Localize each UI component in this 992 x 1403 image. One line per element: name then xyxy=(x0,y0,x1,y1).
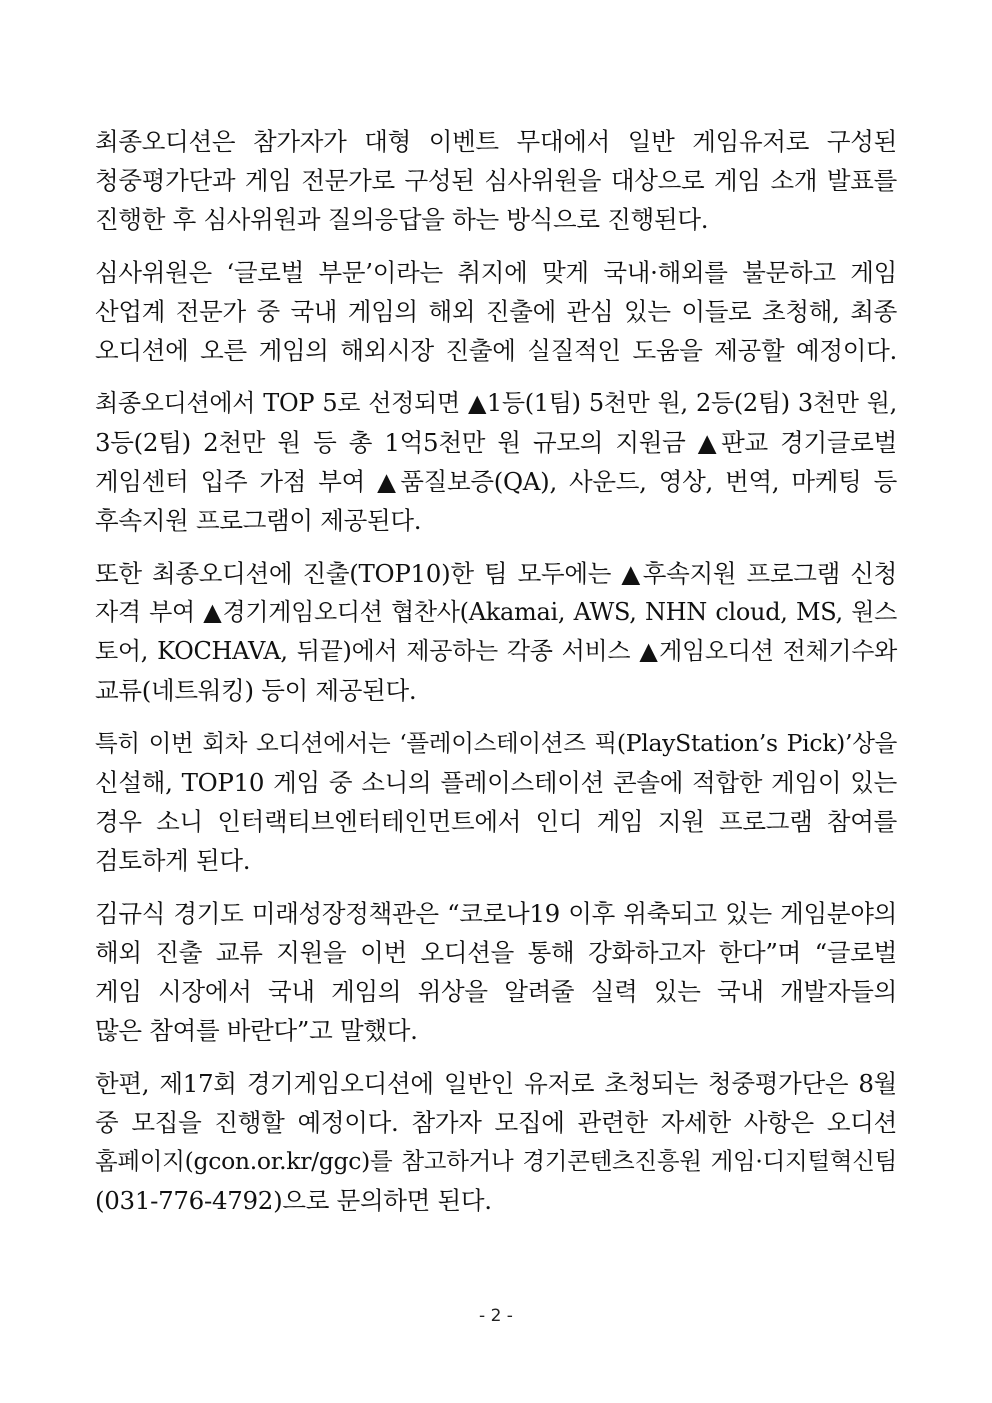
paragraph-official-quote xyxy=(95,894,897,1050)
text-line: 경우 소니 인터랙티브엔터테인먼트에서 인디 게임 지원 프로그램 참여를 xyxy=(95,807,897,836)
paragraph-audience-recruitment xyxy=(95,1064,897,1220)
text-line: 최종오디션에서 TOP 5로 선정되면 ▲1등(1팀) 5천만 원, 2등(2팀) 3천만 원, xyxy=(95,389,897,417)
text-line: 청중평가단과 게임 전문가로 구성된 심사위원을 대상으로 게임 소개 발표를 xyxy=(95,166,897,195)
text-line: (031-776-4792)으로 문의하면 된다. xyxy=(95,1186,492,1215)
text-line: 김규식 경기도 미래성장정책관은 “코로나19 이후 위축되고 있는 게임분야의 xyxy=(95,899,897,928)
text-line: 한편, 제17회 경기게임오디션에 일반인 유저로 초청되는 청중평가단은 8월 xyxy=(95,1069,897,1098)
paragraph-top10-benefits xyxy=(95,554,897,710)
paragraph-final-audition xyxy=(95,122,897,239)
text-line: 홈페이지(gcon.or.kr/ggc)를 참고하거나 경기콘텐츠진흥원 게임·디지털혁신팀 xyxy=(95,1147,897,1175)
text-line: 중 모집을 진행할 예정이다. 참가자 모집에 관련한 자세한 사항은 오디션 xyxy=(95,1108,897,1137)
text-line: 최종오디션은 참가자가 대형 이벤트 무대에서 일반 게임유저로 구성된 xyxy=(95,127,897,156)
paragraph-judges xyxy=(95,253,897,370)
text-line: 검토하게 된다. xyxy=(95,846,251,875)
text-line: 산업계 전문가 중 국내 게임의 해외 진출에 관심 있는 이들로 초청해, 최종 xyxy=(95,297,897,326)
text-line: 또한 최종오디션에 진출(TOP10)한 팀 모두에는 ▲후속지원 프로그램 신청 xyxy=(95,559,897,588)
document-body xyxy=(95,122,897,1234)
page-number: - 2 - xyxy=(479,1306,513,1326)
text-line: 게임 시장에서 국내 게임의 위상을 알려줄 실력 있는 국내 개발자들의 xyxy=(95,977,897,1006)
text-line: 자격 부여 ▲경기게임오디션 협찬사(Akamai, AWS, NHN cloud, MS, 원스 xyxy=(95,598,897,626)
paragraph-top5-prizes xyxy=(95,384,897,540)
text-line: 신설해, TOP10 게임 중 소니의 플레이스테이션 콘솔에 적합한 게임이 있는 xyxy=(95,768,897,797)
text-line: 토어, KOCHAVA, 뒤끝)에서 제공하는 각종 서비스 ▲게임오디션 전체기수와 xyxy=(95,637,897,665)
text-line: 특히 이번 회차 오디션에서는 ‘플레이스테이션즈 픽(PlayStation’s Pick)’상을 xyxy=(95,729,897,757)
text-line: 후속지원 프로그램이 제공된다. xyxy=(95,506,422,535)
text-line: 3등(2팀) 2천만 원 등 총 1억5천만 원 규모의 지원금 ▲판교 경기글로벌 xyxy=(95,428,897,457)
text-line: 오디션에 오른 게임의 해외시장 진출에 실질적인 도움을 제공할 예정이다. xyxy=(95,336,897,365)
text-line: 해외 진출 교류 지원을 이번 오디션을 통해 강화하고자 한다”며 “글로벌 xyxy=(95,938,897,967)
text-line: 심사위원은 ‘글로벌 부문’이라는 취지에 맞게 국내·해외를 불문하고 게임 xyxy=(95,258,897,287)
paragraph-playstation-pick xyxy=(95,724,897,880)
text-line: 교류(네트워킹) 등이 제공된다. xyxy=(95,676,417,705)
text-line: 진행한 후 심사위원과 질의응답을 하는 방식으로 진행된다. xyxy=(95,205,709,234)
text-line: 많은 참여를 바란다”고 말했다. xyxy=(95,1016,418,1045)
text-line: 게임센터 입주 가점 부여 ▲품질보증(QA), 사운드, 영상, 번역, 마케팅 등 xyxy=(95,467,897,496)
